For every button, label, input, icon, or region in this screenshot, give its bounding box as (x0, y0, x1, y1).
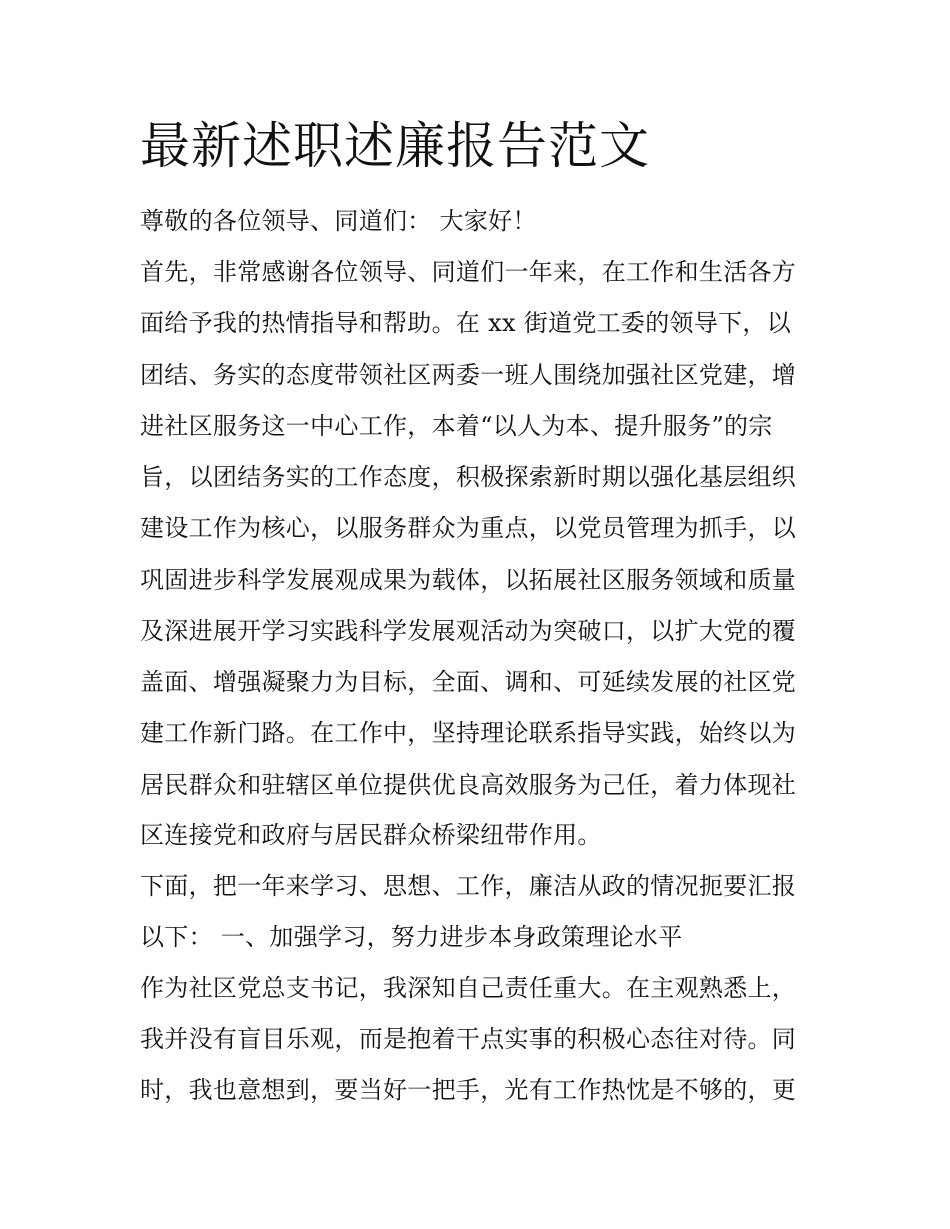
text-line: 及深进展开学习实践科学发展观活动为突破口，以扩大党的覆 (140, 617, 797, 645)
text-line: 盖面、增强凝聚力为目标，全面、调和、可延续发展的社区党 (140, 668, 797, 696)
text-line: 建工作新门路。在工作中，坚持理论联系指导实践，始终以为 (140, 719, 797, 747)
text-line: 进社区服务这一中心工作，本着“以人为本、提升服务”的宗 (140, 412, 773, 440)
text-line: 巩固进步科学发展观成果为载体，以拓展社区服务领域和质量 (140, 566, 797, 594)
text-line: 首先，非常感谢各位领导、同道们一年来，在工作和生活各方 (140, 258, 797, 286)
text-line: 建设工作为核心，以服务群众为重点，以党员管理为抓手，以 (140, 514, 797, 542)
text-line: 旨，以团结务实的工作态度，积极探索新时期以强化基层组织 (140, 463, 797, 491)
text-line-greeting: 尊敬的各位领导、同道们： 大家好！ (140, 207, 537, 235)
document-title: 最新述职述廉报告范文 (140, 117, 650, 175)
text-line: 作为社区党总支书记，我深知自己责任重大。在主观熟悉上， (140, 974, 797, 1002)
text-line: 下面，把一年来学习、思想、工作，廉洁从政的情况扼要汇报 (140, 872, 797, 900)
text-line: 时，我也意想到，要当好一把手，光有工作热忱是不够的，更 (140, 1076, 797, 1104)
text-line: 面给予我的热情指导和帮助。在 xx 街道党工委的领导下，以 (140, 309, 792, 337)
text-line: 以下： 一、加强学习，努力进步本身政策理论水平 (140, 923, 683, 951)
text-line: 区连接党和政府与居民群众桥梁纽带作用。 (140, 821, 602, 849)
text-line: 团结、务实的态度带领社区两委一班人围绕加强社区党建，增 (140, 361, 797, 389)
text-line: 我并没有盲目乐观，而是抱着干点实事的积极心态往对待。同 (140, 1025, 797, 1053)
text-line: 居民群众和驻辖区单位提供优良高效服务为己任，着力体现社 (140, 771, 797, 799)
